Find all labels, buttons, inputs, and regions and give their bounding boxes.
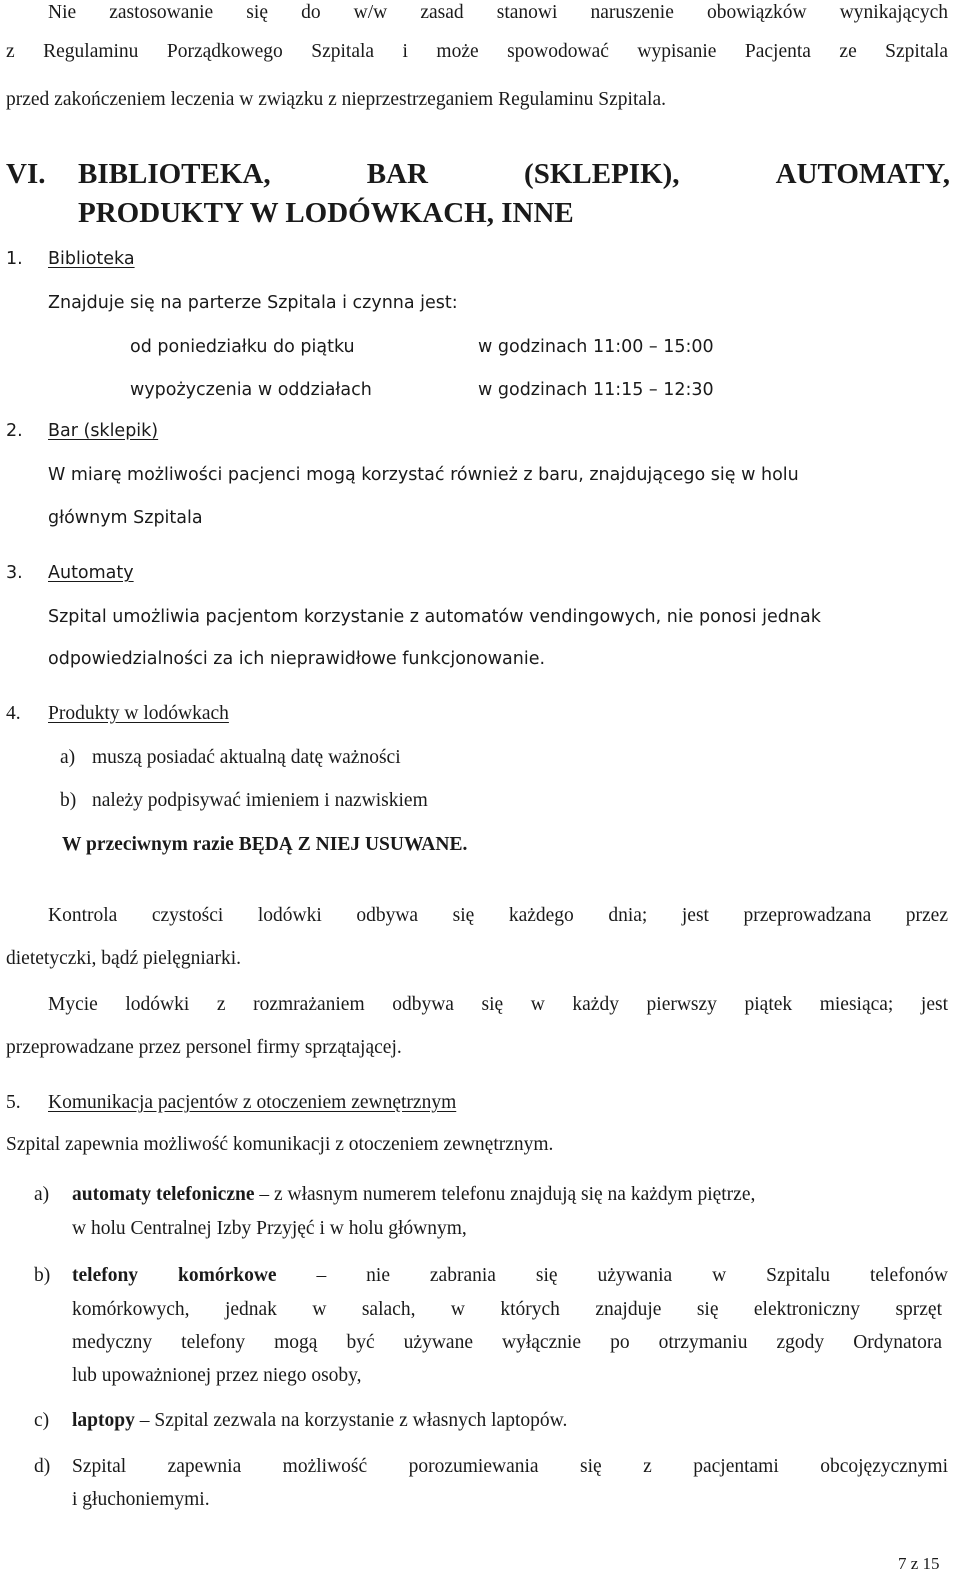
komunikacja-a-rest: – z własnym numerem telefonu znajdują się na każdym piętrze, bbox=[254, 1184, 756, 1205]
komunikacja-c-marker: c) bbox=[34, 1410, 50, 1431]
produkty-item-marker: b) bbox=[60, 790, 77, 811]
bar-text-line-1: W miarę możliwości pacjenci mogą korzystać również z baru, znajdującego się w holu bbox=[48, 465, 799, 485]
produkty-item-text: muszą posiadać aktualną datę ważności bbox=[92, 747, 401, 768]
bar-title: Bar (sklepik) bbox=[48, 421, 159, 441]
komunikacja-a-line-2: w holu Centralnej Izby Przyjęć i w holu głównym, bbox=[72, 1218, 467, 1239]
bar-number: 2. bbox=[6, 421, 23, 441]
intro-line-3: przed zakończeniem leczenia w związku z nieprzestrzeganiem Regulaminu Szpitala. bbox=[6, 89, 666, 110]
komunikacja-a-bold: automaty telefoniczne bbox=[72, 1184, 255, 1205]
komunikacja-b-word: używania bbox=[597, 1265, 673, 1286]
komunikacja-d-line-1: Szpital zapewnia możliwość porozumiewania się z pacjentami obcojęzycznymi bbox=[72, 1456, 948, 1477]
komunikacja-number: 5. bbox=[6, 1092, 21, 1113]
biblioteka-number: 1. bbox=[6, 249, 23, 269]
komunikacja-a-line-1 bbox=[72, 1182, 755, 1208]
komunikacja-c-bold: laptopy bbox=[72, 1410, 135, 1431]
intro-line-1: Nie zastosowanie się do w/w zasad stanowi naruszenie obowiązków wynikających bbox=[48, 2, 948, 23]
automaty-title: Automaty bbox=[48, 563, 134, 583]
kontrola-line-1: Kontrola czystości lodówki odbywa się każdego dnia; jest przeprowadzana przez bbox=[48, 905, 948, 926]
automaty-text-line-1: Szpital umożliwia pacjentom korzystanie z automatów vendingowych, nie ponosi jednak bbox=[48, 607, 821, 627]
section-title-word: AUTOMATY, bbox=[775, 158, 950, 190]
komunikacja-b-word: telefony bbox=[72, 1265, 139, 1286]
komunikacja-intro: Szpital zapewnia możliwość komunikacji z otoczeniem zewnętrznym. bbox=[6, 1134, 554, 1155]
automaty-text-line-2: odpowiedzialności za ich nieprawidłowe funkcjonowanie. bbox=[48, 649, 546, 669]
section-title-word: BIBLIOTEKA, bbox=[78, 158, 271, 190]
komunikacja-b-line-4: lub upoważnionej przez niego osoby, bbox=[72, 1365, 362, 1386]
biblioteka-row-hours: w godzinach 11:00 – 15:00 bbox=[478, 337, 714, 357]
komunikacja-b-word: zabrania bbox=[429, 1265, 496, 1286]
mycie-line-2: przeprowadzane przez personel firmy sprzątającej. bbox=[6, 1037, 402, 1058]
komunikacja-b-line-2: komórkowych, jednak w salach, w których znajduje się elektroniczny sprzęt bbox=[72, 1299, 942, 1320]
komunikacja-c-rest: – Szpital zezwala na korzystanie z własnych laptopów. bbox=[134, 1410, 568, 1431]
section-title-line-1 bbox=[78, 157, 950, 191]
komunikacja-a-marker: a) bbox=[34, 1184, 50, 1205]
section-number: VI. bbox=[6, 158, 46, 190]
komunikacja-title: Komunikacja pacjentów z otoczeniem zewnętrznym bbox=[48, 1092, 457, 1113]
kontrola-line-2: dietetyczki, bądź pielęgniarki. bbox=[6, 948, 241, 969]
section-title-word: (SKLEPIK), bbox=[524, 158, 680, 190]
produkty-item-text: należy podpisywać imieniem i nazwiskiem bbox=[92, 790, 428, 811]
komunikacja-b-line-3: medyczny telefony mogą być używane wyłącznie po otrzymaniu zgody Ordynatora bbox=[72, 1332, 942, 1353]
produkty-item-marker: a) bbox=[60, 747, 76, 768]
page-number: 7 z 15 bbox=[898, 1554, 940, 1573]
komunikacja-d-line-2: i głuchoniemymi. bbox=[72, 1489, 210, 1510]
biblioteka-text: Znajduje się na parterze Szpitala i czynna jest: bbox=[48, 293, 458, 313]
komunikacja-d-marker: d) bbox=[34, 1456, 51, 1477]
komunikacja-b-word: telefonów bbox=[869, 1265, 948, 1286]
produkty-number: 4. bbox=[6, 703, 21, 724]
komunikacja-b-word: Szpitalu bbox=[766, 1265, 831, 1286]
biblioteka-row-label: wypożyczenia w oddziałach bbox=[130, 380, 372, 400]
section-title-word: BAR bbox=[366, 158, 428, 190]
produkty-warning: W przeciwnym razie BĘDĄ Z NIEJ USUWANE. bbox=[62, 834, 468, 855]
komunikacja-b-word: się bbox=[535, 1265, 558, 1286]
produkty-title: Produkty w lodówkach bbox=[48, 703, 229, 724]
biblioteka-row-hours: w godzinach 11:15 – 12:30 bbox=[478, 380, 714, 400]
bar-text-line-2: głównym Szpitala bbox=[48, 508, 203, 528]
komunikacja-b-word: – bbox=[316, 1265, 327, 1286]
komunikacja-b-word: komórkowe bbox=[177, 1265, 277, 1286]
komunikacja-b-line-1 bbox=[72, 1263, 948, 1289]
komunikacja-b-word: nie bbox=[366, 1265, 390, 1286]
komunikacja-c-line bbox=[72, 1408, 567, 1434]
automaty-number: 3. bbox=[6, 563, 23, 583]
komunikacja-b-marker: b) bbox=[34, 1265, 51, 1286]
section-title-line-2: PRODUKTY W LODÓWKACH, INNE bbox=[78, 197, 574, 229]
komunikacja-b-word: w bbox=[712, 1265, 727, 1286]
mycie-line-1: Mycie lodówki z rozmrażaniem odbywa się w każdy pierwszy piątek miesiąca; jest bbox=[48, 994, 948, 1015]
biblioteka-row-label: od poniedziałku do piątku bbox=[130, 337, 355, 357]
biblioteka-title: Biblioteka bbox=[48, 249, 135, 269]
intro-line-2: z Regulaminu Porządkowego Szpitala i może spowodować wypisanie Pacjenta ze Szpitala bbox=[6, 41, 948, 62]
